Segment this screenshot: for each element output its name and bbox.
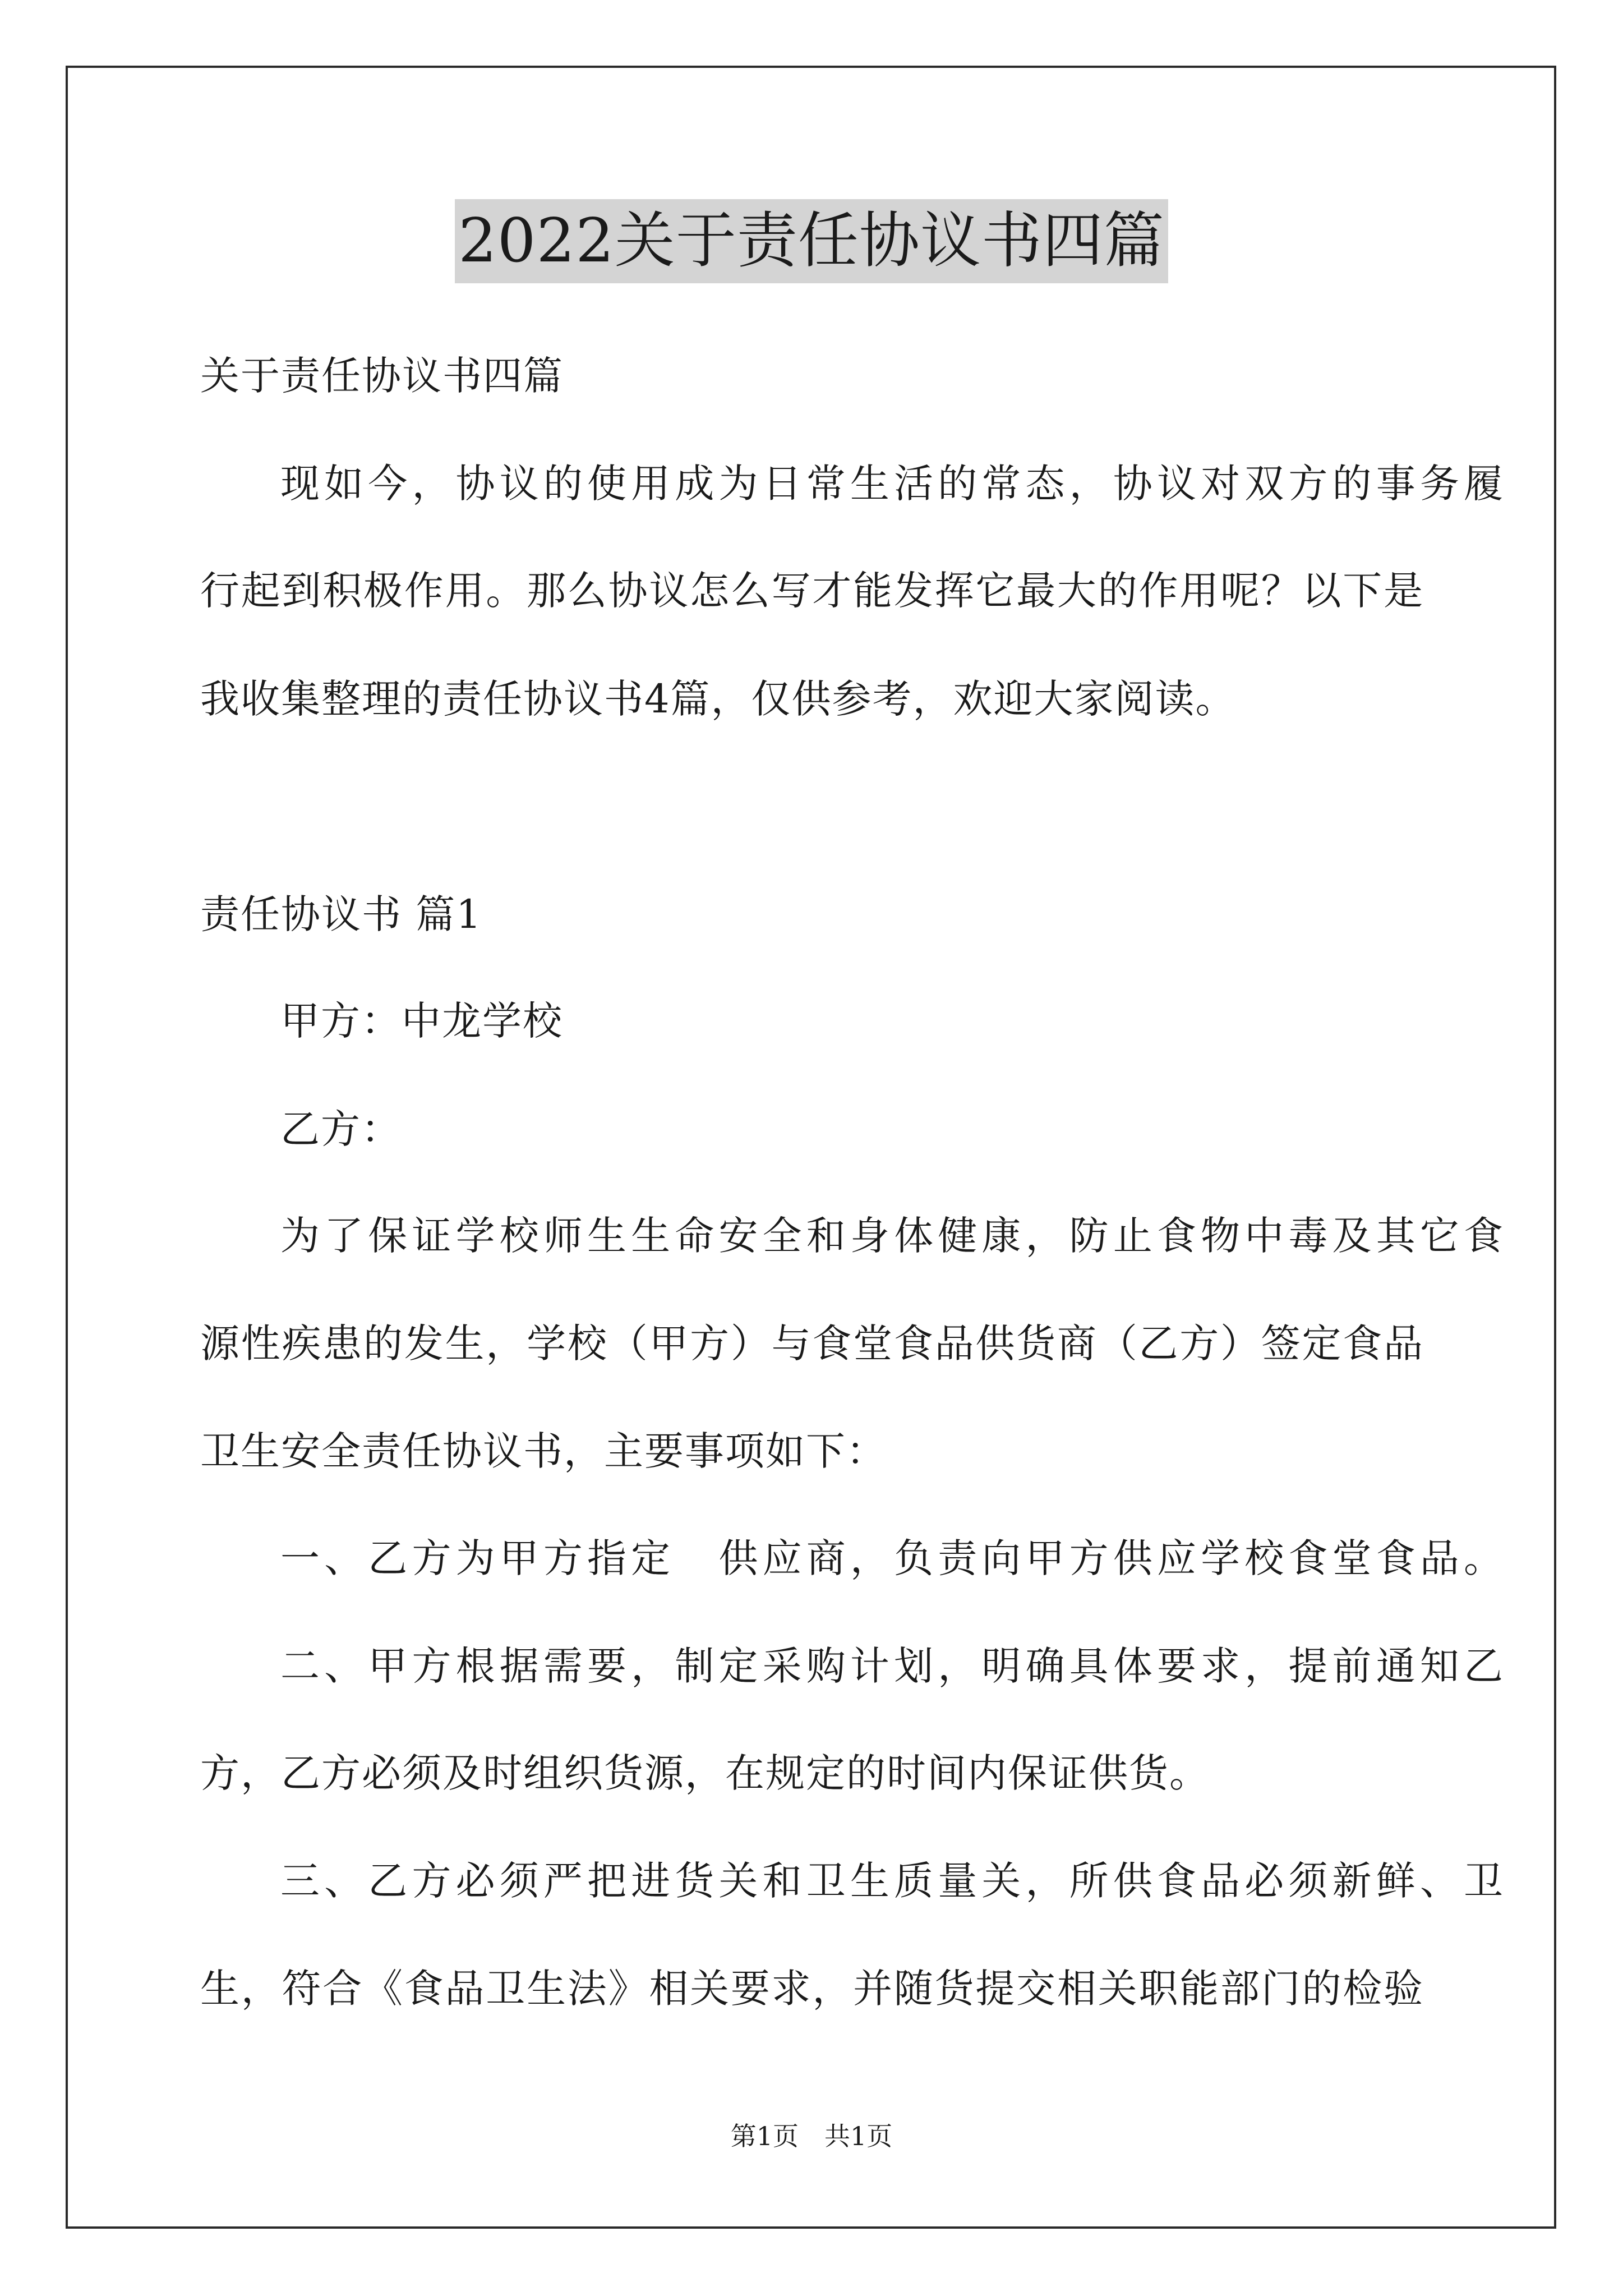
clause-line: 三、乙方必须严把进货关和卫生质量关，所供食品必须新鲜、卫	[280, 1858, 1503, 1904]
paragraph-line: 为了保证学校师生生命安全和身体健康，防止食物中毒及其它食	[280, 1213, 1503, 1259]
title-wrap	[0, 199, 1623, 283]
section-heading: 责任协议书 篇1	[200, 891, 482, 937]
paragraph-line: 源性疾患的发生，学校（甲方）与食堂食品供货商（乙方）签定食品	[200, 1320, 1423, 1366]
clause-line: 一、乙方为甲方指定 供应商，负责向甲方供应学校食堂食品。	[280, 1535, 1503, 1581]
paragraph-line: 行起到积极作用。那么协议怎么写才能发挥它最大的作用呢？以下是	[200, 568, 1423, 614]
paragraph-line: 我收集整理的责任协议书4篇，仅供参考，欢迎大家阅读。	[200, 676, 1236, 722]
party-a-line: 甲方：中龙学校	[280, 998, 563, 1044]
clause-line: 生，符合《食品卫生法》相关要求，并随货提交相关职能部门的检验	[200, 1966, 1423, 2012]
paragraph-line: 卫生安全责任协议书，主要事项如下：	[200, 1428, 887, 1474]
subtitle-line: 关于责任协议书四篇	[200, 353, 564, 399]
paragraph-line: 现如今，协议的使用成为日常生活的常态，协议对双方的事务履	[280, 461, 1503, 507]
clause-line: 二、甲方根据需要，制定采购计划，明确具体要求，提前通知乙	[280, 1643, 1503, 1689]
clause-line: 方，乙方必须及时组织货源，在规定的时间内保证供货。	[200, 1750, 1210, 1796]
page-footer: 第1页 共1页	[730, 2121, 893, 2151]
party-b-line: 乙方：	[280, 1106, 402, 1152]
document-title: 2022关于责任协议书四篇	[455, 199, 1168, 283]
